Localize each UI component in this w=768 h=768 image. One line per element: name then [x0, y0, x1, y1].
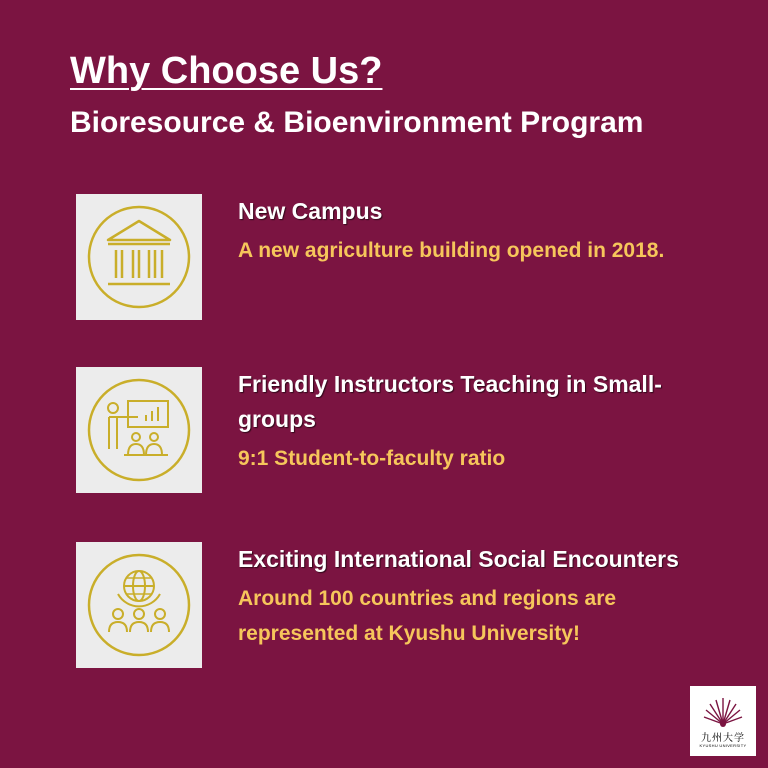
feature-item-small-groups	[76, 367, 736, 497]
feature-description: Around 100 countries and regions are represented at Kyushu University!	[238, 587, 617, 645]
globe-people-icon	[76, 542, 202, 668]
page-title: Why Choose Us?	[70, 50, 383, 92]
feature-title: New Campus	[238, 198, 383, 224]
university-logo	[690, 686, 756, 756]
feature-description: 9:1 Student-to-faculty ratio	[238, 447, 506, 470]
teaching-icon	[76, 367, 202, 493]
logo-name-english: KYUSHU UNIVERSITY	[699, 743, 747, 748]
logo-name-kanji: 九州大学	[701, 733, 745, 744]
feature-description: A new agriculture building opened in 2018.	[238, 239, 665, 262]
feature-title: Exciting International Social Encounters	[238, 546, 679, 572]
feature-title: Friendly Instructors Teaching in Small-groups	[238, 371, 662, 432]
emblem-icon	[690, 692, 756, 728]
building-icon	[76, 194, 202, 320]
feature-item-new-campus	[76, 194, 736, 324]
feature-item-international	[76, 542, 736, 672]
page-subtitle: Bioresource & Bioenvironment Program	[70, 106, 644, 139]
